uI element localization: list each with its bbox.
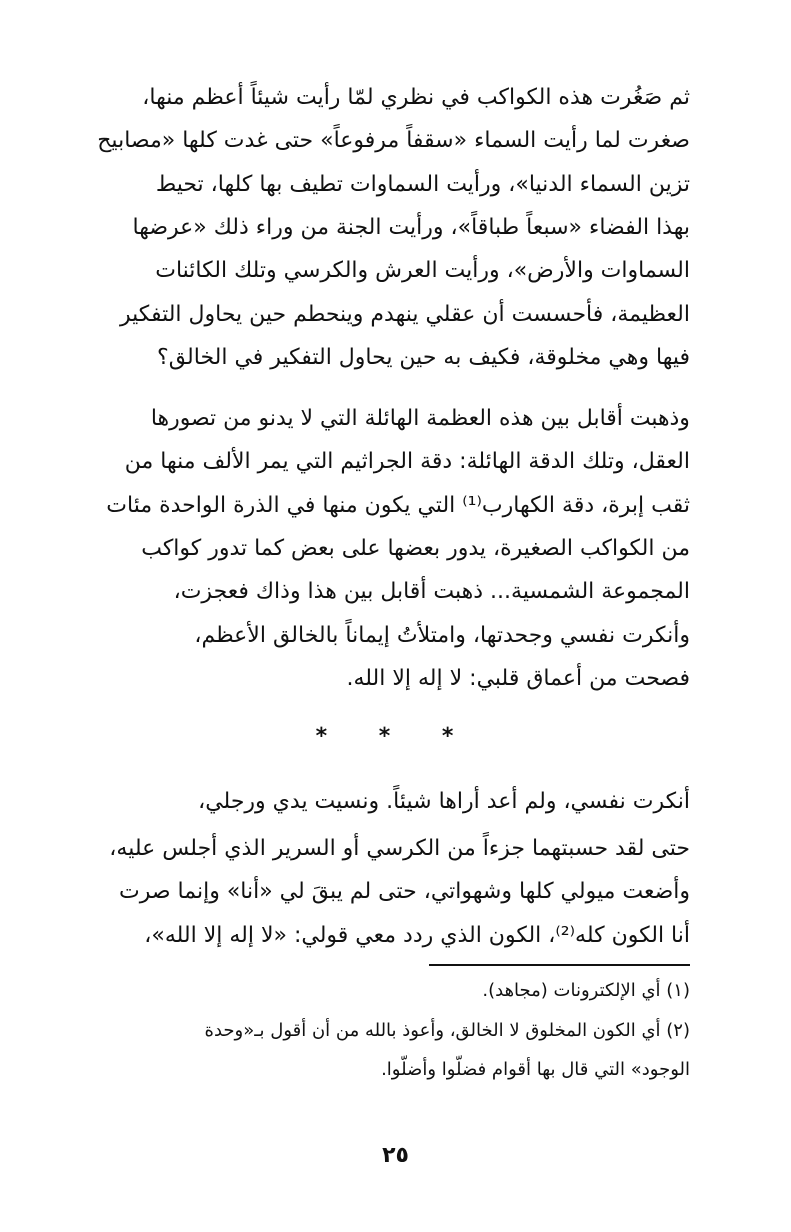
page-number: ٢٥ [382, 1143, 409, 1168]
line-text: ثقب إبرة، دقة الكهارب⁽¹⁾ التي يكون منها في الذرة الواحدة مئات [106, 493, 690, 518]
footnote-text: الوجود» التي قال بها أقوام فضلّوا وأضلّوا. [381, 1059, 690, 1080]
body-line [96, 832, 690, 866]
body-line [96, 619, 690, 653]
line-text: أنا الكون كله⁽²⁾، الكون الذي ردد معي قولي: «لا إله إلا الله»، [144, 923, 690, 948]
body-line [96, 575, 690, 609]
line-text: بهذا الفضاء «سبعاً طباقاً»، ورأيت الجنة من وراء ذلك «عرضها [132, 215, 690, 240]
footnote-2 [96, 1017, 690, 1045]
line-text: وأضعت ميولي كلها وشهواتي، حتى لم يبقَ لي «أنا» وإنما صرت [119, 879, 690, 904]
line-text: العظيمة، فأحسست أن عقلي ينهدم وينحطم حين يحاول التفكير [120, 302, 690, 327]
body-line [96, 445, 690, 479]
body-line [96, 489, 690, 523]
body-line [151, 402, 690, 436]
line-text: من الكواكب الصغيرة، يدور بعضها على بعض كما تدور كواكب [141, 536, 690, 561]
body-line [151, 785, 690, 819]
body-line [96, 254, 690, 288]
line-text: ثم صَغُرت هذه الكواكب في نظري لمّا رأيت شيئاً أعظم منها، [142, 85, 690, 110]
footnote-text: (١) أي الإلكترونات (مجاهد). [482, 980, 690, 1001]
body-line [96, 532, 690, 566]
line-text: فصحت من أعماق قلبي: لا إله إلا الله. [346, 666, 690, 691]
footnote-text: (٢) أي الكون المخلوق لا الخالق، وأعوذ بالله من أن أقول بـ«وحدة [204, 1020, 690, 1041]
line-text: حتى لقد حسبتهما جزءاً من الكرسي أو السرير الذي أجلس عليه، [109, 836, 690, 861]
body-line [96, 662, 690, 696]
body-line [96, 81, 690, 115]
body-line [96, 341, 690, 375]
footnote-1 [96, 977, 690, 1005]
body-line [96, 168, 690, 202]
section-separator: * * * [315, 724, 476, 749]
line-text: العقل، وتلك الدقة الهائلة: دقة الجراثيم التي يمر الألف منها من [124, 449, 690, 474]
body-line [96, 124, 690, 158]
footnote-2-continued [133, 1056, 690, 1084]
line-text: السماوات والأرض»، ورأيت العرش والكرسي وتلك الكائنات [155, 258, 690, 283]
body-line [96, 919, 690, 953]
body-line [96, 211, 690, 245]
line-text: المجموعة الشمسية... ذهبت أقابل بين هذا وذاك فعجزت، [173, 579, 690, 604]
line-text: فيها وهي مخلوقة، فكيف به حين يحاول التفكير في الخالق؟ [157, 345, 690, 370]
line-text: صغرت لما رأيت السماء «سقفاً مرفوعاً» حتى غدت كلها «مصابيح [97, 128, 690, 153]
line-text: وذهبت أقابل بين هذه العظمة الهائلة التي لا يدنو من تصورها [151, 406, 690, 431]
line-text: وأنكرت نفسي وجحدتها، وامتلأتُ إيماناً بالخالق الأعظم، [194, 623, 690, 648]
line-text: تزين السماء الدنيا»، ورأيت السماوات تطيف بها كلها، تحيط [155, 172, 690, 197]
footnote-divider [429, 964, 690, 966]
body-line [96, 875, 690, 909]
line-text: أنكرت نفسي، ولم أعد أراها شيئاً. ونسيت يدي ورجلي، [198, 789, 690, 814]
body-line [96, 298, 690, 332]
